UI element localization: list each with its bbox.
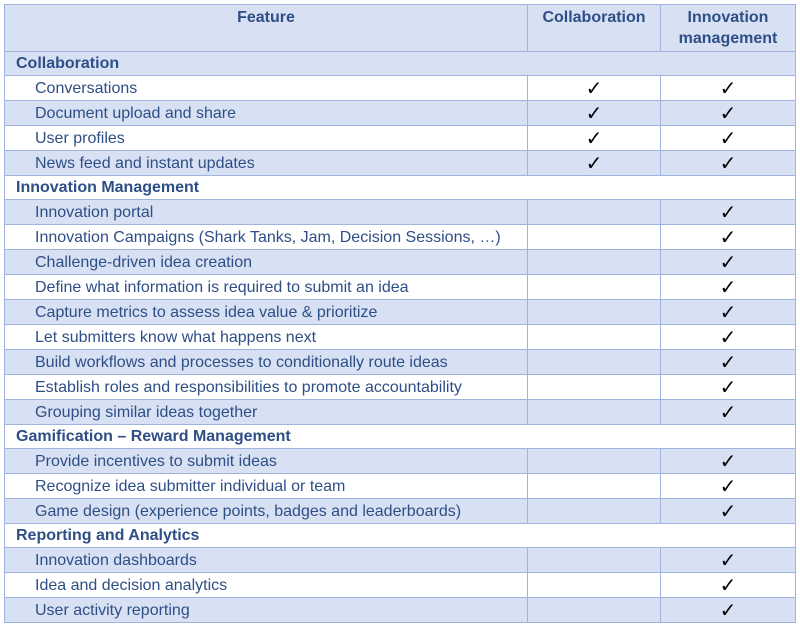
- checkmark-icon: ✓: [719, 299, 737, 324]
- section-header-row: [5, 176, 796, 200]
- feature-label: Game design (experience points, badges and leaderboards): [5, 499, 528, 524]
- section-title: Collaboration: [5, 52, 796, 76]
- innovation-management-check-cell: [661, 151, 796, 176]
- innovation-management-check-cell: [661, 499, 796, 524]
- table-body: [5, 52, 796, 623]
- table-row: [5, 449, 796, 474]
- checkmark-icon: ✓: [719, 399, 737, 424]
- collaboration-check-cell: [528, 300, 661, 325]
- table-header-row: [5, 5, 796, 52]
- feature-label: Idea and decision analytics: [5, 573, 528, 598]
- innovation-management-check-cell: [661, 76, 796, 101]
- collaboration-check-cell: [528, 400, 661, 425]
- feature-label: Establish roles and responsibilities to promote accountability: [5, 375, 528, 400]
- checkmark-icon: ✓: [719, 249, 737, 274]
- innovation-management-check-cell: [661, 375, 796, 400]
- checkmark-icon: ✓: [719, 150, 737, 175]
- checkmark-icon: ✓: [719, 100, 737, 125]
- innovation-management-check-cell: [661, 598, 796, 623]
- table-row: [5, 250, 796, 275]
- feature-comparison-table-container: [4, 4, 795, 635]
- innovation-management-check-cell: [661, 350, 796, 375]
- collaboration-check-cell: [528, 325, 661, 350]
- section-header-row: [5, 425, 796, 449]
- collaboration-check-cell: [528, 101, 661, 126]
- collaboration-check-cell: [528, 275, 661, 300]
- collaboration-check-cell: [528, 225, 661, 250]
- innovation-management-check-cell: [661, 275, 796, 300]
- checkmark-icon: ✓: [719, 597, 737, 622]
- innovation-management-check-cell: [661, 250, 796, 275]
- feature-label: Challenge-driven idea creation: [5, 250, 528, 275]
- collaboration-check-cell: [528, 474, 661, 499]
- checkmark-icon: ✓: [719, 374, 737, 399]
- table-row: [5, 400, 796, 425]
- innovation-management-check-cell: [661, 225, 796, 250]
- collaboration-check-cell: [528, 151, 661, 176]
- table-row: [5, 225, 796, 250]
- innovation-management-check-cell: [661, 300, 796, 325]
- checkmark-icon: ✓: [719, 572, 737, 597]
- feature-label: Capture metrics to assess idea value & prioritize: [5, 300, 528, 325]
- checkmark-icon: ✓: [719, 473, 737, 498]
- section-title: Innovation Management: [5, 176, 796, 200]
- header-innovation-management: Innovation management: [661, 5, 796, 52]
- innovation-management-check-cell: [661, 474, 796, 499]
- table-row: [5, 300, 796, 325]
- innovation-management-check-cell: [661, 400, 796, 425]
- feature-label: Build workflows and processes to conditionally route ideas: [5, 350, 528, 375]
- checkmark-icon: ✓: [585, 125, 603, 150]
- table-row: [5, 573, 796, 598]
- feature-label: Grouping similar ideas together: [5, 400, 528, 425]
- collaboration-check-cell: [528, 250, 661, 275]
- feature-label: Provide incentives to submit ideas: [5, 449, 528, 474]
- section-header-row: [5, 52, 796, 76]
- checkmark-icon: ✓: [585, 150, 603, 175]
- feature-label: News feed and instant updates: [5, 151, 528, 176]
- collaboration-check-cell: [528, 499, 661, 524]
- table-row: [5, 76, 796, 101]
- collaboration-check-cell: [528, 548, 661, 573]
- feature-label: Innovation Campaigns (Shark Tanks, Jam, Decision Sessions, …): [5, 225, 528, 250]
- section-title: Reporting and Analytics: [5, 524, 796, 548]
- innovation-management-check-cell: [661, 548, 796, 573]
- table-row: [5, 474, 796, 499]
- innovation-management-check-cell: [661, 101, 796, 126]
- feature-label: Recognize idea submitter individual or team: [5, 474, 528, 499]
- table-row: [5, 598, 796, 623]
- header-collaboration: Collaboration: [528, 5, 661, 52]
- checkmark-icon: ✓: [585, 75, 603, 100]
- section-header-row: [5, 524, 796, 548]
- feature-label: User profiles: [5, 126, 528, 151]
- innovation-management-check-cell: [661, 200, 796, 225]
- checkmark-icon: ✓: [719, 498, 737, 523]
- collaboration-check-cell: [528, 76, 661, 101]
- table-row: [5, 375, 796, 400]
- feature-comparison-table: [4, 4, 796, 623]
- collaboration-check-cell: [528, 200, 661, 225]
- checkmark-icon: ✓: [719, 224, 737, 249]
- table-row: [5, 200, 796, 225]
- checkmark-icon: ✓: [719, 448, 737, 473]
- table-row: [5, 151, 796, 176]
- checkmark-icon: ✓: [719, 199, 737, 224]
- checkmark-icon: ✓: [585, 100, 603, 125]
- feature-label: Innovation dashboards: [5, 548, 528, 573]
- collaboration-check-cell: [528, 350, 661, 375]
- checkmark-icon: ✓: [719, 274, 737, 299]
- feature-label: User activity reporting: [5, 598, 528, 623]
- table-row: [5, 126, 796, 151]
- table-row: [5, 499, 796, 524]
- checkmark-icon: ✓: [719, 349, 737, 374]
- table-row: [5, 101, 796, 126]
- checkmark-icon: ✓: [719, 547, 737, 572]
- section-title: Gamification – Reward Management: [5, 425, 796, 449]
- innovation-management-check-cell: [661, 325, 796, 350]
- table-row: [5, 275, 796, 300]
- collaboration-check-cell: [528, 573, 661, 598]
- feature-label: Innovation portal: [5, 200, 528, 225]
- table-row: [5, 350, 796, 375]
- innovation-management-check-cell: [661, 449, 796, 474]
- table-row: [5, 325, 796, 350]
- feature-label: Conversations: [5, 76, 528, 101]
- feature-label: Document upload and share: [5, 101, 528, 126]
- collaboration-check-cell: [528, 375, 661, 400]
- collaboration-check-cell: [528, 126, 661, 151]
- checkmark-icon: ✓: [719, 75, 737, 100]
- feature-label: Define what information is required to submit an idea: [5, 275, 528, 300]
- checkmark-icon: ✓: [719, 125, 737, 150]
- collaboration-check-cell: [528, 598, 661, 623]
- feature-label: Let submitters know what happens next: [5, 325, 528, 350]
- table-row: [5, 548, 796, 573]
- innovation-management-check-cell: [661, 573, 796, 598]
- header-feature: Feature: [5, 5, 528, 52]
- checkmark-icon: ✓: [719, 324, 737, 349]
- collaboration-check-cell: [528, 449, 661, 474]
- innovation-management-check-cell: [661, 126, 796, 151]
